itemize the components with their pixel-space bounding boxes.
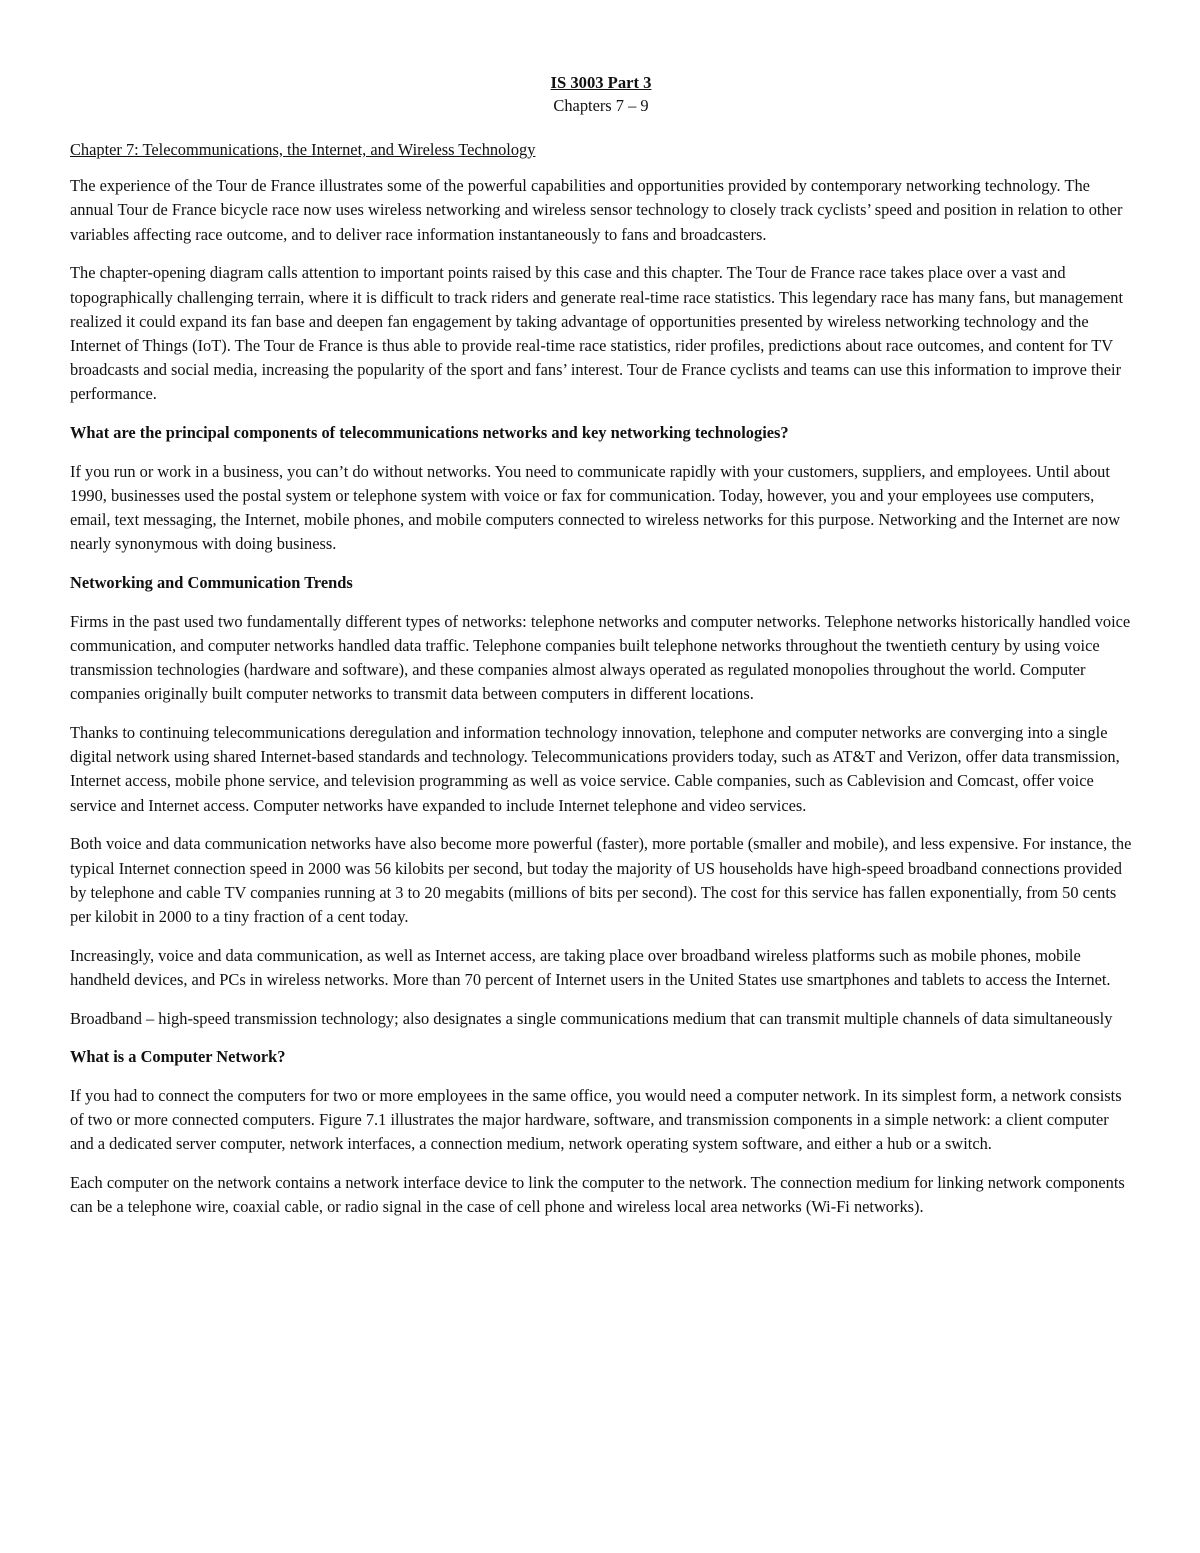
paragraph: Both voice and data communication networks have also become more powerful (faster), more portable (smaller and mobile), and less expensive. For instance, the typical Internet connection speed in 2000 was 56 kilobits per second, but today the majority of US households have high-speed broadband connections provided by telephone and cable TV companies running at 3 to 20 megabits (millions of bits per second). The cost for this service has fallen exponentially, from 50 cents per kilobit in 2000 to a tiny fraction of a cent today. — [70, 834, 1132, 926]
document-title: IS 3003 Part 3 — [550, 73, 652, 92]
section-heading: Networking and Communication Trends — [70, 573, 353, 593]
paragraph: Each computer on the network contains a network interface device to link the computer to the network. The connection medium for linking network components can be a telephone wire, coaxial cable, or radio signal in the case of cell phone and wireless local area networks (Wi-Fi networks). — [70, 1173, 1125, 1217]
document-body — [70, 174, 1132, 1219]
document-page — [70, 72, 1132, 1234]
paragraph: Thanks to continuing telecommunications deregulation and information technology innovation, telephone and computer networks are converging into a single digital network using shared Internet-based standards and technology. Telecommunications providers today, such as AT&T and Verizon, offer data transmission, Internet access, mobile phone service, and television programming as well as voice service. Cable companies, such as Cablevision and Comcast, offer voice service and Internet access. Computer networks have expanded to include Internet telephone and video services. — [70, 723, 1120, 815]
document-subtitle: Chapters 7 – 9 — [553, 96, 649, 115]
paragraph: If you run or work in a business, you can’t do without networks. You need to communicate rapidly with your customers, suppliers, and employees. Until about 1990, businesses used the postal system or telephone system with voice or fax for communication. Today, however, you and your employees use computers, email, text messaging, the Internet, mobile phones, and mobile computers connected to wireless networks for this purpose. Networking and the Internet are now nearly synonymous with doing business. — [70, 461, 1121, 554]
paragraph: If you had to connect the computers for two or more employees in the same office, you would need a computer network. In its simplest form, a network consists of two or more connected computers. Figure 7.1 illustrates the major hardware, software, and transmission components in a simple network: a client computer and a dedicated server computer, network interfaces, a connection medium, network operating system software, and either a hub or a switch. — [70, 1086, 1122, 1154]
chapter-heading: Chapter 7: Telecommunications, the Internet, and Wireless Technology — [70, 140, 536, 159]
paragraph: The experience of the Tour de France illustrates some of the powerful capabilities and opportunities provided by contemporary networking technology. The annual Tour de France bicycle race now uses wireless networking and wireless sensor technology to closely track cyclists’ speed and position in relation to other variables affecting race outcome, and to deliver race information instantaneously to fans and broadcasters. — [70, 176, 1123, 244]
paragraph: The chapter-opening diagram calls attention to important points raised by this case and this chapter. The Tour de France race takes place over a vast and topographically challenging terrain, where it is difficult to track riders and generate real-time race statistics. This legendary race has many fans, but management realized it could expand its fan base and deepen fan engagement by taking advantage of opportunities presented by wireless networking technology and the Internet of Things (IoT). The Tour de France is thus able to provide real-time race statistics, rider profiles, predictions about race outcomes, and content for TV broadcasts and social media, increasing the popularity of the sport and fans’ interest. Tour de France cyclists and teams can use this information to improve their performance. — [70, 263, 1124, 404]
paragraph: Broadband – high-speed transmission technology; also designates a single communications medium that can transmit multiple channels of data simultaneously — [70, 1008, 1113, 1028]
paragraph: Firms in the past used two fundamentally different types of networks: telephone networks and computer networks. Telephone networks historically handled voice communication, and computer networks handled data traffic. Telephone companies built telephone networks throughout the twentieth century by using voice transmission technologies (hardware and software), and these companies almost always operated as regulated monopolies throughout the world. Computer companies originally built computer networks to transmit data between computers in different locations. — [70, 611, 1131, 704]
paragraph: Increasingly, voice and data communication, as well as Internet access, are taking place over broadband wireless platforms such as mobile phones, mobile handheld devices, and PCs in wireless networks. More than 70 percent of Internet users in the United States use smartphones and tablets to access the Internet. — [70, 945, 1111, 989]
section-heading: What are the principal components of telecommunications networks and key networking technologies? — [70, 423, 789, 443]
section-heading: What is a Computer Network? — [70, 1047, 286, 1067]
